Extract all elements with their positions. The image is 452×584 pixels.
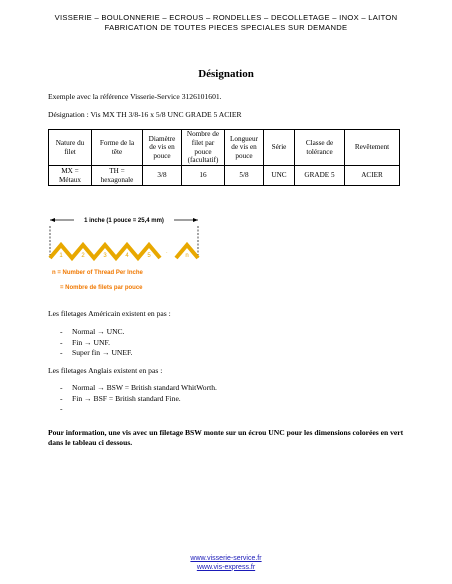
table-cell: GRADE 5 xyxy=(295,166,345,186)
website-link-vis-express[interactable]: www.vis-express.fr xyxy=(196,563,256,571)
table-header-cell: Diamètre de vis en pouce xyxy=(143,130,182,166)
list-item-text: Normal → UNC. xyxy=(72,327,125,336)
thread-ellipsis: · xyxy=(166,250,168,256)
example-text: Exemple avec la référence Visserie-Service 3126101601. xyxy=(48,92,222,101)
table-header-cell: Revêtement xyxy=(345,130,400,166)
table-header-cell: Nombre de filet par pouce (facultatif) xyxy=(182,130,225,166)
thread-number: 1 xyxy=(59,253,63,259)
table-row xyxy=(49,166,400,186)
thread-number: 4 xyxy=(125,253,129,259)
list-item-text: Fin → BSF = British standard Fine. xyxy=(72,393,181,403)
table-header-cell: Nature du filet xyxy=(49,130,92,166)
list-item: - Fin → UNF. xyxy=(60,337,111,347)
table-cell: TH = hexagonale xyxy=(92,166,143,186)
arrow-left-icon xyxy=(50,218,55,222)
english-list xyxy=(60,383,217,415)
list-item: - Fin → BSF = British standard Fine. xyxy=(60,393,181,403)
thread-number: 5 xyxy=(147,253,151,259)
table-cell: ACIER xyxy=(345,166,400,186)
designation-text: Désignation : Vis MX TH 3/8-16 x 5/8 UNC GRADE 5 ACIER xyxy=(48,110,242,119)
list-item: - Normal → UNC. xyxy=(60,327,125,336)
arrow-right-icon xyxy=(193,218,198,222)
thread-pitch-diagram xyxy=(48,212,208,302)
website-link-visserie-service[interactable]: www.visserie-service.fr xyxy=(190,555,262,562)
designation-table xyxy=(48,129,400,186)
page-footer xyxy=(0,555,452,572)
legend-french: = Nombre de filets par pouce xyxy=(60,285,143,291)
list-item: - Super fin → UNEF. xyxy=(60,348,133,357)
header-line-1: VISSERIE – BOULONNERIE – ECROUS – RONDELLES – DECOLLETAGE – INOX – LAITON xyxy=(54,13,398,22)
list-item-text: Super fin → UNEF. xyxy=(72,348,133,357)
thread-number: 3 xyxy=(103,253,107,259)
table-cell: 3/8 xyxy=(143,166,182,186)
american-list xyxy=(60,327,133,359)
table-cell: MX = Métaux xyxy=(49,166,92,186)
english-intro: Les filetages Anglais existent en pas : xyxy=(48,366,163,375)
list-item-text: Fin → UNF. xyxy=(72,337,111,347)
list-item-text: Normal → BSW = British standard WhitWorth. xyxy=(72,383,217,392)
list-item: - xyxy=(60,404,63,413)
table-cell: 5/8 xyxy=(225,166,264,186)
table-cell: UNC xyxy=(264,166,295,186)
thread-number: n xyxy=(185,253,189,259)
list-item: - Normal → BSW = British standard WhitWorth. xyxy=(60,383,217,392)
thread-number: 2 xyxy=(81,253,85,259)
table-header-row xyxy=(49,130,400,166)
inch-label: 1 inche (1 pouce = 25,4 mm) xyxy=(84,218,164,224)
page-title: Désignation xyxy=(198,68,254,80)
table-cell: 16 xyxy=(182,166,225,186)
table-header-cell: Forme de la tête xyxy=(92,130,143,166)
header-line-2: FABRICATION DE TOUTES PIECES SPECIALES SUR DEMANDE xyxy=(104,23,348,32)
table-header-cell: Série xyxy=(264,130,295,166)
table-header-cell: Longueur de vis en pouce xyxy=(225,130,264,166)
american-intro: Les filetages Américain existent en pas : xyxy=(48,309,171,318)
legend-english: n = Number of Thread Per Inche xyxy=(52,270,143,276)
page-header xyxy=(0,13,452,33)
table-header-cell: Classe de tolérance xyxy=(295,130,345,166)
information-note: Pour information, une vis avec un filetage BSW monte sur un écrou UNC pour les dimensions colorées en vert dans le tableau ci dessous. xyxy=(48,428,404,447)
